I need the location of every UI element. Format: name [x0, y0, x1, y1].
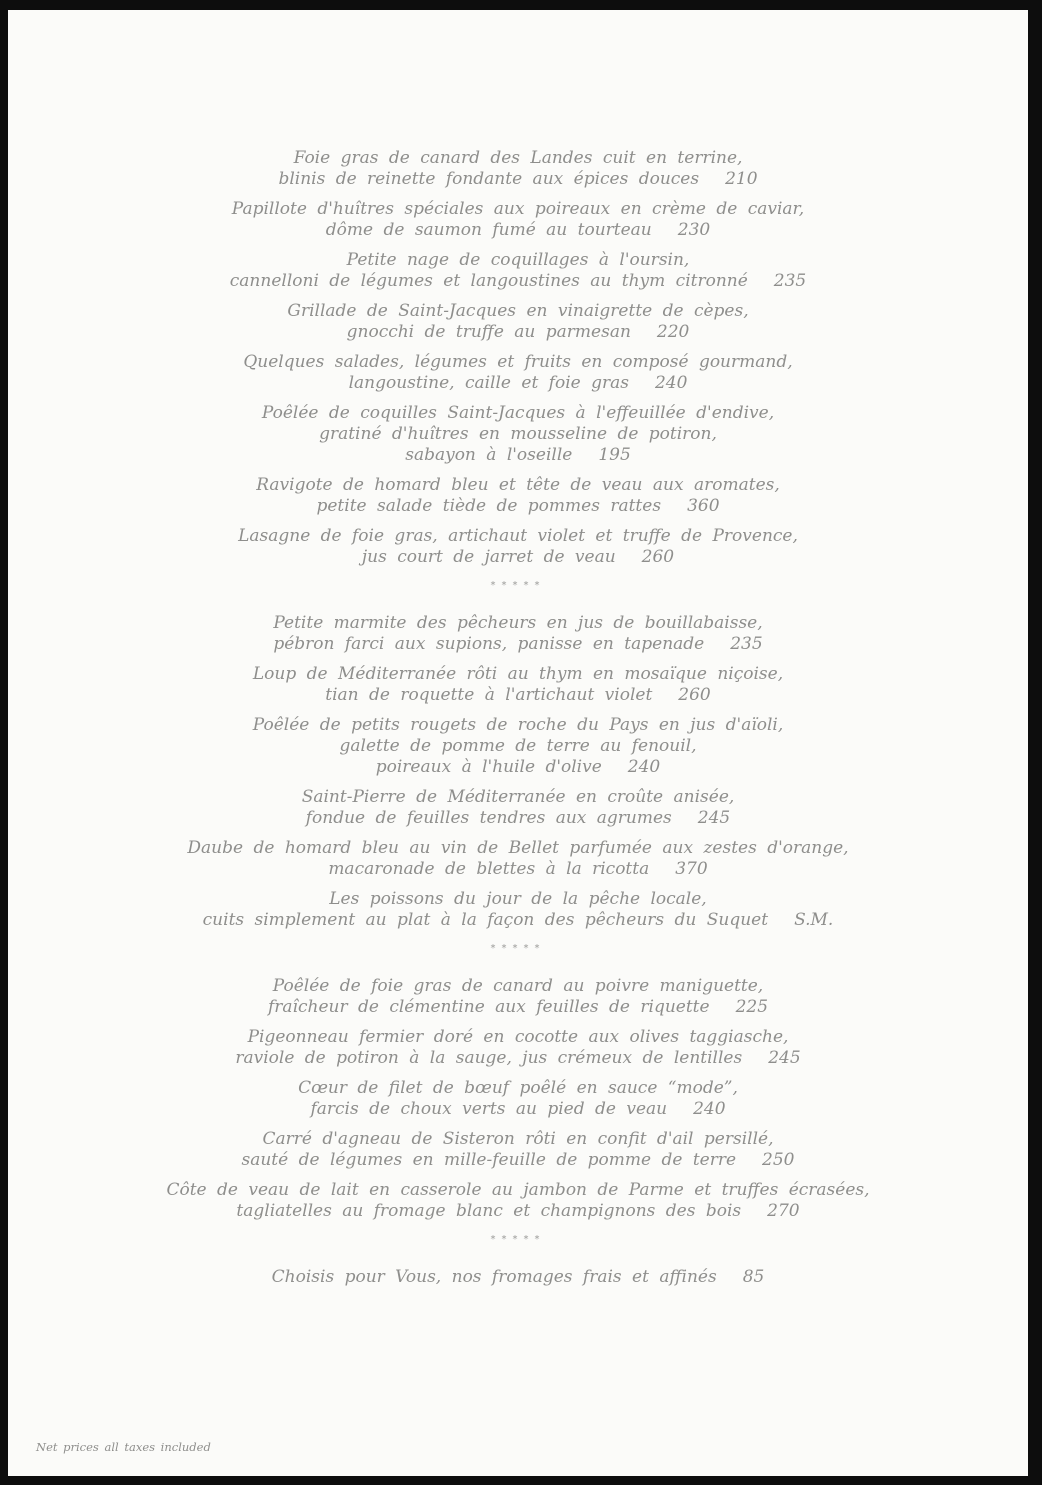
menu-item-price: S.M.: [794, 910, 834, 930]
section-separator: *****: [490, 580, 546, 591]
menu-item-text: Papillote d'huîtres spéciales aux poireaux en crème de caviar,: [231, 199, 805, 219]
menu-item-price: 225: [735, 997, 769, 1017]
menu-item-line: [8, 1150, 1028, 1171]
menu-item: [8, 715, 1028, 778]
menu-item-text: cannelloni de légumes et langoustines au thym citronné: [229, 271, 748, 291]
menu-item: [8, 475, 1028, 517]
menu-item-text: Saint-Pierre de Méditerranée en croûte anisée,: [301, 787, 735, 807]
menu-page: [8, 10, 1028, 1476]
menu-item-line: [8, 997, 1028, 1018]
menu-item-text: Foie gras de canard des Landes cuit en terrine,: [293, 148, 743, 168]
menu-item-text: Côte de veau de lait en casserole au jambon de Parme et truffes écrasées,: [166, 1180, 870, 1200]
menu-item-text: fraîcheur de clémentine aux feuilles de riquette: [267, 997, 710, 1017]
menu-item-text: blinis de reinette fondante aux épices douces: [278, 169, 700, 189]
menu-item-text: pébron farci aux supions, panisse en tapenade: [273, 634, 705, 654]
menu-item-line: [8, 910, 1028, 931]
menu-item-price: 240: [654, 373, 688, 393]
menu-item-text: Grillade de Saint-Jacques en vinaigrette de cèpes,: [287, 301, 749, 321]
menu-item-price: 210: [725, 169, 758, 189]
menu-item-line: [8, 301, 1028, 322]
menu-item-text: Poêlée de coquilles Saint-Jacques à l'effeuillée d'endive,: [261, 403, 775, 423]
menu-item-text: Les poissons du jour de la pêche locale,: [329, 889, 707, 909]
menu-item-text: sauté de légumes en mille-feuille de pomme de terre: [241, 1150, 737, 1170]
menu-item-line: [8, 736, 1028, 757]
menu-item-text: Daube de homard bleu au vin de Bellet parfumée aux zestes d'orange,: [187, 838, 849, 858]
menu-item-line: [8, 220, 1028, 241]
menu-item-price: 195: [598, 445, 631, 465]
menu-section: [8, 613, 1028, 931]
menu-item-text: Petite nage de coquillages à l'oursin,: [346, 250, 690, 270]
menu-item-text: farcis de choux verts au pied de veau: [310, 1099, 668, 1119]
menu-item-text: jus court de jarret de veau: [361, 547, 616, 567]
menu-item-line: [8, 757, 1028, 778]
menu-item-price: 85: [742, 1267, 765, 1287]
menu-item-price: 260: [641, 547, 675, 567]
menu-item-line: [8, 271, 1028, 292]
menu-item-text: raviole de potiron à la sauge, jus crémeux de lentilles: [235, 1048, 743, 1068]
menu-item-line: [8, 715, 1028, 736]
menu-item: [8, 250, 1028, 292]
menu-item-line: [8, 685, 1028, 706]
menu-item-line: [8, 787, 1028, 808]
menu-item-price: 220: [656, 322, 690, 342]
menu-item-line: [8, 1099, 1028, 1120]
menu-content: [8, 148, 1028, 1297]
menu-item-line: [8, 1027, 1028, 1048]
menu-item-price: 360: [687, 496, 720, 516]
menu-item-line: [8, 445, 1028, 466]
menu-item-line: [8, 1180, 1028, 1201]
menu-item-text: Poêlée de petits rougets de roche du Pays en jus d'aïoli,: [252, 715, 784, 735]
menu-item-price: 270: [767, 1201, 800, 1221]
menu-item: [8, 1027, 1028, 1069]
section-separator: *****: [490, 1234, 546, 1245]
menu-item-line: [8, 169, 1028, 190]
menu-item-price: 245: [768, 1048, 801, 1068]
menu-item: [8, 1180, 1028, 1222]
menu-item-line: [8, 199, 1028, 220]
menu-item: [8, 352, 1028, 394]
footnote: Net prices all taxes included: [36, 1440, 211, 1454]
menu-item: [8, 1129, 1028, 1171]
menu-item-text: sabayon à l'oseille: [405, 445, 573, 465]
cheese-item: [8, 1267, 1028, 1288]
menu-item-text: tian de roquette à l'artichaut violet: [325, 685, 653, 705]
menu-item-price: 240: [693, 1099, 726, 1119]
menu-item-line: [8, 976, 1028, 997]
menu-item-line: [8, 889, 1028, 910]
menu-item-price: 230: [677, 220, 711, 240]
menu-item: [8, 403, 1028, 466]
menu-item-price: 245: [697, 808, 731, 828]
menu-item-line: [8, 859, 1028, 880]
menu-item-text: cuits simplement au plat à la façon des pêcheurs du Suquet: [202, 910, 769, 930]
menu-item: [8, 838, 1028, 880]
menu-item-price: 235: [730, 634, 763, 654]
menu-item-text: gnocchi de truffe au parmesan: [346, 322, 631, 342]
menu-item-text: dôme de saumon fumé au tourteau: [325, 220, 652, 240]
menu-item-line: [8, 1129, 1028, 1150]
menu-item: [8, 1078, 1028, 1120]
menu-item: [8, 526, 1028, 568]
menu-item-text: Ravigote de homard bleu et tête de veau aux aromates,: [256, 475, 780, 495]
menu-item-text: Quelques salades, légumes et fruits en composé gourmand,: [243, 352, 793, 372]
menu-item-text: Loup de Méditerranée rôti au thym en mosaïque niçoise,: [252, 664, 784, 684]
menu-item-price: 260: [678, 685, 711, 705]
menu-item-line: [8, 613, 1028, 634]
menu-item-line: [8, 322, 1028, 343]
menu-item-line: [8, 475, 1028, 496]
menu-item: [8, 787, 1028, 829]
menu-section: [8, 976, 1028, 1222]
menu-item-line: [8, 1201, 1028, 1222]
menu-item-text: petite salade tiède de pommes rattes: [316, 496, 662, 516]
menu-item-line: [8, 1078, 1028, 1099]
menu-item-line: [8, 634, 1028, 655]
menu-item: [8, 664, 1028, 706]
menu-item-text: Carré d'agneau de Sisteron rôti en confit d'ail persillé,: [262, 1129, 774, 1149]
menu-item-line: [8, 547, 1028, 568]
menu-item-text: Choisis pour Vous, nos fromages frais et affinés: [271, 1267, 717, 1287]
menu-item-text: Cœur de filet de bœuf poêlé en sauce “mode”,: [298, 1078, 738, 1098]
menu-item-text: Poêlée de foie gras de canard au poivre maniguette,: [272, 976, 764, 996]
menu-item-line: [8, 1048, 1028, 1069]
menu-item-text: fondue de feuilles tendres aux agrumes: [305, 808, 672, 828]
menu-item-text: tagliatelles au fromage blanc et champignons des bois: [236, 1201, 742, 1221]
menu-item-line: [8, 526, 1028, 547]
menu-item: [8, 301, 1028, 343]
menu-item-price: 235: [773, 271, 807, 291]
menu-item: [8, 148, 1028, 190]
menu-item-line: [8, 1267, 1028, 1288]
menu-item: [8, 613, 1028, 655]
menu-item-price: 240: [627, 757, 661, 777]
menu-item-text: Pigeonneau fermier doré en cocotte aux olives taggiasche,: [247, 1027, 789, 1047]
menu-item: [8, 976, 1028, 1018]
menu-item: [8, 889, 1028, 931]
menu-item: [8, 199, 1028, 241]
menu-item-line: [8, 250, 1028, 271]
menu-item-line: [8, 403, 1028, 424]
menu-item-text: macaronade de blettes à la ricotta: [328, 859, 650, 879]
menu-item-text: Petite marmite des pêcheurs en jus de bouillabaisse,: [273, 613, 763, 633]
menu-section: [8, 148, 1028, 568]
menu-item-line: [8, 496, 1028, 517]
menu-item-text: poireaux à l'huile d'olive: [375, 757, 602, 777]
menu-item-price: 250: [762, 1150, 795, 1170]
menu-item-line: [8, 808, 1028, 829]
menu-item-line: [8, 352, 1028, 373]
menu-item-line: [8, 664, 1028, 685]
menu-item-text: galette de pomme de terre au fenouil,: [339, 736, 697, 756]
menu-item-price: 370: [675, 859, 708, 879]
section-separator: *****: [490, 943, 546, 954]
menu-item-line: [8, 424, 1028, 445]
menu-item-line: [8, 373, 1028, 394]
menu-item-text: gratiné d'huîtres en mousseline de potiron,: [319, 424, 717, 444]
menu-item-line: [8, 838, 1028, 859]
menu-item-text: Lasagne de foie gras, artichaut violet et truffe de Provence,: [238, 526, 798, 546]
menu-item-text: langoustine, caille et foie gras: [348, 373, 629, 393]
menu-item-line: [8, 148, 1028, 169]
